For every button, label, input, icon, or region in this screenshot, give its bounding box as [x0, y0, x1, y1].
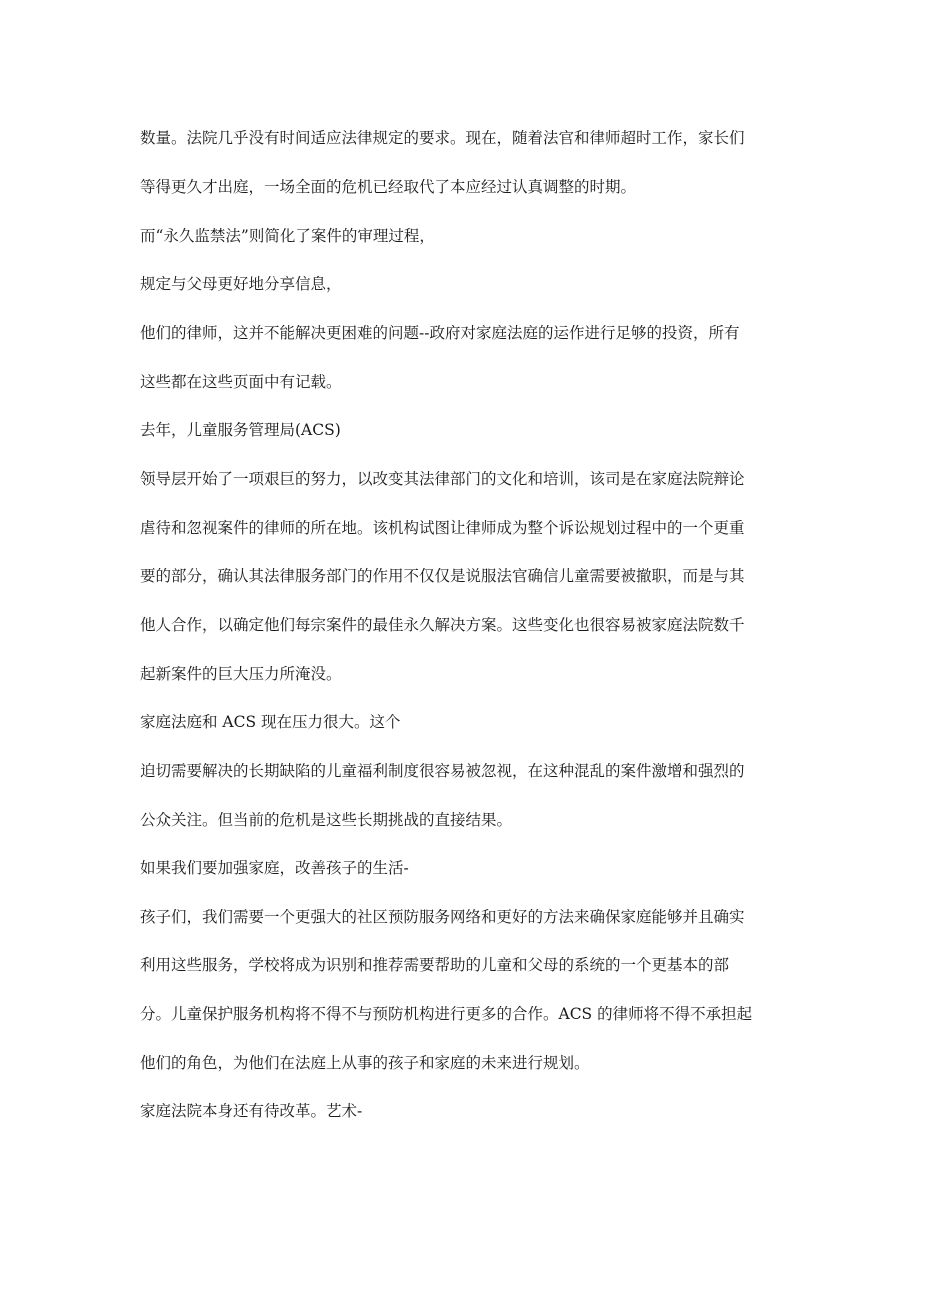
- text-line: 数量。法院几乎没有时间适应法律规定的要求。现在，随着法官和律师超时工作，家长们: [140, 129, 745, 147]
- text-line: 利用这些服务，学校将成为识别和推荐需要帮助的儿童和父母的系统的一个更基本的部: [140, 956, 730, 974]
- text-line: 规定与父母更好地分享信息，: [140, 275, 342, 293]
- text-line: 而“永久监禁法”则简化了案件的审理过程，: [140, 227, 435, 245]
- text-line: 领导层开始了一项艰巨的努力，以改变其法律部门的文化和培训，该司是在家庭法院辩论: [140, 470, 745, 488]
- text-line: 要的部分，确认其法律服务部门的作用不仅仅是说服法官确信儿童需要被撤职，而是与其: [140, 567, 745, 585]
- text-line: 迫切需要解决的长期缺陷的儿童福利制度很容易被忽视，在这种混乱的案件激增和强烈的: [140, 762, 745, 780]
- text-line: 等得更久才出庭，一场全面的危机已经取代了本应经过认真调整的时期。: [140, 178, 637, 196]
- text-line: 分。儿童保护服务机构将不得不与预防机构进行更多的合作。ACS 的律师将不得不承担起: [140, 1005, 753, 1023]
- text-line: 家庭法院本身还有待改革。艺术-: [140, 1102, 363, 1120]
- text-line: 孩子们，我们需要一个更强大的社区预防服务网络和更好的方法来确保家庭能够并且确实: [140, 908, 745, 926]
- text-line: 这些都在这些页面中有记载。: [140, 373, 342, 391]
- text-line: 如果我们要加强家庭，改善孩子的生活-: [140, 859, 409, 877]
- text-line: 去年，儿童服务管理局(ACS): [140, 421, 341, 439]
- text-line: 他们的律师，这并不能解决更困难的问题--政府对家庭法庭的运作进行足够的投资，所有: [140, 324, 740, 342]
- text-line: 他们的角色，为他们在法庭上从事的孩子和家庭的未来进行规划。: [140, 1054, 590, 1072]
- text-line: 起新案件的巨大压力所淹没。: [140, 665, 342, 683]
- text-line: 虐待和忽视案件的律师的所在地。该机构试图让律师成为整个诉讼规划过程中的一个更重: [140, 519, 745, 537]
- text-line: 家庭法庭和 ACS 现在压力很大。这个: [140, 713, 401, 731]
- text-line: 公众关注。但当前的危机是这些长期挑战的直接结果。: [140, 811, 513, 829]
- text-line: 他人合作，以确定他们每宗案件的最佳永久解决方案。这些变化也很容易被家庭法院数千: [140, 616, 745, 634]
